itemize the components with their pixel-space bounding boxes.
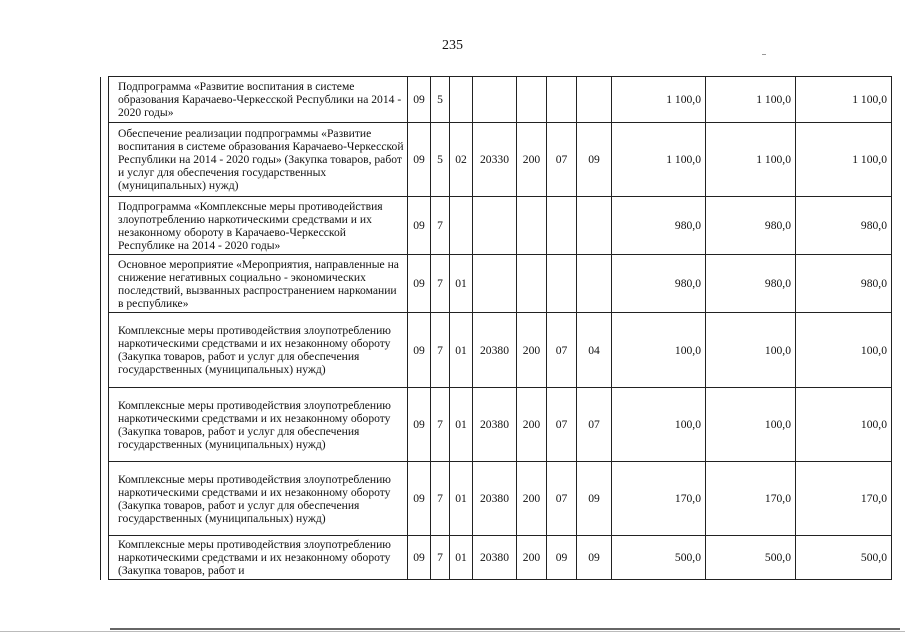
amount-cell-v1: 1 100,0 bbox=[612, 77, 706, 123]
blank-cell bbox=[101, 388, 109, 462]
table-body bbox=[101, 77, 892, 580]
table-row bbox=[101, 123, 892, 197]
table-row bbox=[101, 462, 892, 536]
code-cell-c1: 09 bbox=[408, 197, 431, 255]
code-cell-c7: 09 bbox=[577, 123, 612, 197]
code-cell-c5: 200 bbox=[517, 462, 547, 536]
budget-table bbox=[100, 76, 892, 580]
code-cell-c1: 09 bbox=[408, 536, 431, 580]
code-cell-c4: 20330 bbox=[473, 123, 517, 197]
code-cell-c2: 7 bbox=[431, 536, 450, 580]
code-cell-c1: 09 bbox=[408, 123, 431, 197]
code-cell-c3: 01 bbox=[450, 388, 473, 462]
code-cell-c2: 7 bbox=[431, 313, 450, 388]
page-bottom-edge bbox=[0, 631, 905, 632]
amount-cell-v3: 1 100,0 bbox=[796, 77, 892, 123]
row-description: Подпрограмма «Развитие воспитания в системе образования Карачаево-Черкесской Республики на 2014 - 2020 годы» bbox=[109, 77, 408, 123]
blank-cell bbox=[101, 77, 109, 123]
code-cell-c1: 09 bbox=[408, 313, 431, 388]
amount-cell-v1: 100,0 bbox=[612, 313, 706, 388]
amount-cell-v2: 500,0 bbox=[706, 536, 796, 580]
amount-cell-v2: 100,0 bbox=[706, 388, 796, 462]
amount-cell-v1: 500,0 bbox=[612, 536, 706, 580]
code-cell-c2: 7 bbox=[431, 462, 450, 536]
code-cell-c3: 01 bbox=[450, 462, 473, 536]
table-row bbox=[101, 536, 892, 580]
code-cell-c6 bbox=[547, 77, 577, 123]
code-cell-c4 bbox=[473, 255, 517, 313]
code-cell-c5 bbox=[517, 77, 547, 123]
blank-cell bbox=[101, 255, 109, 313]
amount-cell-v1: 1 100,0 bbox=[612, 123, 706, 197]
code-cell-c1: 09 bbox=[408, 462, 431, 536]
code-cell-c3 bbox=[450, 197, 473, 255]
scan-mark bbox=[762, 54, 766, 55]
amount-cell-v1: 100,0 bbox=[612, 388, 706, 462]
blank-cell bbox=[101, 197, 109, 255]
amount-cell-v2: 1 100,0 bbox=[706, 77, 796, 123]
row-description: Комплексные меры противодействия злоупотреблению наркотическими средствами и их незаконному обороту (Закупка товаров, работ и услуг для обеспечения государственных (муниципальных) нужд) bbox=[109, 388, 408, 462]
code-cell-c4 bbox=[473, 77, 517, 123]
table-row bbox=[101, 255, 892, 313]
code-cell-c4: 20380 bbox=[473, 462, 517, 536]
blank-cell bbox=[101, 536, 109, 580]
row-description: Основное мероприятие «Мероприятия, направленные на снижение негативных социально - экономических последствий, вызванных распространением наркомании в республике» bbox=[109, 255, 408, 313]
amount-cell-v3: 100,0 bbox=[796, 388, 892, 462]
code-cell-c5: 200 bbox=[517, 123, 547, 197]
code-cell-c4: 20380 bbox=[473, 388, 517, 462]
code-cell-c7 bbox=[577, 255, 612, 313]
code-cell-c4: 20380 bbox=[473, 313, 517, 388]
amount-cell-v3: 980,0 bbox=[796, 255, 892, 313]
page-number: 235 bbox=[442, 38, 463, 53]
code-cell-c4: 20380 bbox=[473, 536, 517, 580]
code-cell-c2: 7 bbox=[431, 255, 450, 313]
code-cell-c6: 07 bbox=[547, 388, 577, 462]
code-cell-c3: 01 bbox=[450, 255, 473, 313]
code-cell-c5 bbox=[517, 197, 547, 255]
blank-cell bbox=[101, 123, 109, 197]
amount-cell-v1: 980,0 bbox=[612, 197, 706, 255]
table-row bbox=[101, 313, 892, 388]
amount-cell-v3: 170,0 bbox=[796, 462, 892, 536]
table-row bbox=[101, 197, 892, 255]
amount-cell-v2: 1 100,0 bbox=[706, 123, 796, 197]
row-description: Комплексные меры противодействия злоупотреблению наркотическими средствами и их незаконному обороту (Закупка товаров, работ и услуг для обеспечения государственных (муниципальных) нужд) bbox=[109, 462, 408, 536]
code-cell-c6 bbox=[547, 197, 577, 255]
row-description: Комплексные меры противодействия злоупотреблению наркотическими средствами и их незаконному обороту (Закупка товаров, работ и bbox=[109, 536, 408, 580]
code-cell-c7: 09 bbox=[577, 536, 612, 580]
code-cell-c6: 07 bbox=[547, 462, 577, 536]
amount-cell-v1: 980,0 bbox=[612, 255, 706, 313]
code-cell-c2: 5 bbox=[431, 123, 450, 197]
row-description: Комплексные меры противодействия злоупотреблению наркотическими средствами и их незаконному обороту (Закупка товаров, работ и услуг для обеспечения государственных (муниципальных) нужд) bbox=[109, 313, 408, 388]
blank-cell bbox=[101, 462, 109, 536]
code-cell-c7 bbox=[577, 77, 612, 123]
amount-cell-v3: 1 100,0 bbox=[796, 123, 892, 197]
code-cell-c1: 09 bbox=[408, 255, 431, 313]
amount-cell-v3: 500,0 bbox=[796, 536, 892, 580]
code-cell-c3: 01 bbox=[450, 313, 473, 388]
code-cell-c3: 01 bbox=[450, 536, 473, 580]
code-cell-c6: 07 bbox=[547, 123, 577, 197]
page-bottom-border bbox=[110, 628, 900, 630]
code-cell-c5: 200 bbox=[517, 536, 547, 580]
code-cell-c5: 200 bbox=[517, 388, 547, 462]
code-cell-c2: 5 bbox=[431, 77, 450, 123]
row-description: Подпрограмма «Комплексные меры противодействия злоупотреблению наркотическими средствами и их незаконному обороту в Карачаево-Черкесской Республике на 2014 - 2020 годы» bbox=[109, 197, 408, 255]
code-cell-c7 bbox=[577, 197, 612, 255]
code-cell-c6 bbox=[547, 255, 577, 313]
table-row bbox=[101, 77, 892, 123]
amount-cell-v3: 980,0 bbox=[796, 197, 892, 255]
code-cell-c3 bbox=[450, 77, 473, 123]
amount-cell-v2: 980,0 bbox=[706, 255, 796, 313]
amount-cell-v2: 170,0 bbox=[706, 462, 796, 536]
code-cell-c2: 7 bbox=[431, 388, 450, 462]
table-row bbox=[101, 388, 892, 462]
code-cell-c7: 04 bbox=[577, 313, 612, 388]
code-cell-c2: 7 bbox=[431, 197, 450, 255]
code-cell-c5 bbox=[517, 255, 547, 313]
code-cell-c6: 09 bbox=[547, 536, 577, 580]
code-cell-c1: 09 bbox=[408, 388, 431, 462]
row-description: Обеспечение реализации подпрограммы «Развитие воспитания в системе образования Карачаево-Черкесской Республики на 2014 - 2020 годы» (Закупка товаров, работ и услуг для обеспечения государственных (муниципальных) нужд) bbox=[109, 123, 408, 197]
amount-cell-v2: 100,0 bbox=[706, 313, 796, 388]
code-cell-c3: 02 bbox=[450, 123, 473, 197]
amount-cell-v3: 100,0 bbox=[796, 313, 892, 388]
blank-cell bbox=[101, 313, 109, 388]
code-cell-c7: 09 bbox=[577, 462, 612, 536]
code-cell-c6: 07 bbox=[547, 313, 577, 388]
code-cell-c1: 09 bbox=[408, 77, 431, 123]
amount-cell-v2: 980,0 bbox=[706, 197, 796, 255]
code-cell-c5: 200 bbox=[517, 313, 547, 388]
code-cell-c7: 07 bbox=[577, 388, 612, 462]
code-cell-c4 bbox=[473, 197, 517, 255]
amount-cell-v1: 170,0 bbox=[612, 462, 706, 536]
